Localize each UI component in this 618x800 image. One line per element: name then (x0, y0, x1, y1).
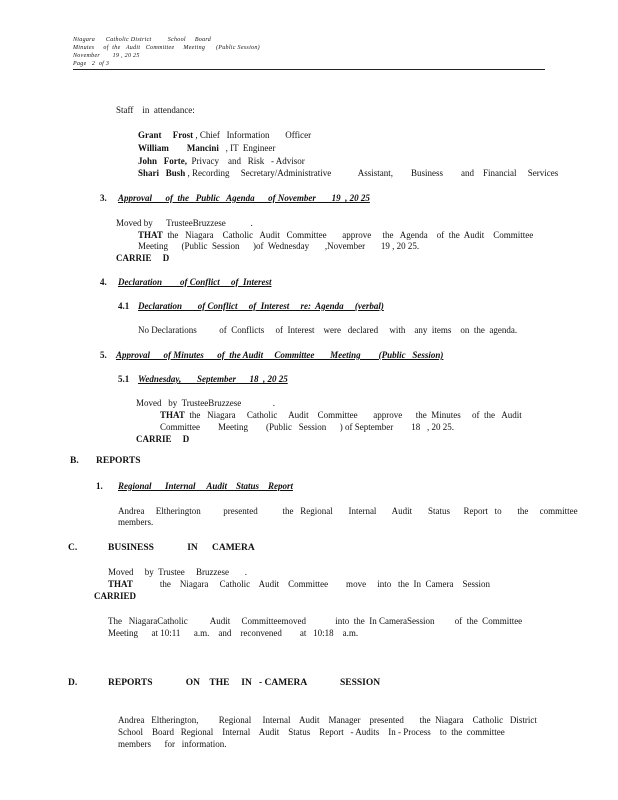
section-d-title: REPORTS ON THE IN - CAMERA SESSION (108, 678, 381, 688)
header-rule (73, 69, 545, 70)
item-5-moved-by: Moved by TrusteeBruzzese . (136, 398, 275, 408)
item-3-number: 3. (100, 193, 107, 203)
section-b-letter: B. (70, 456, 79, 466)
header-minutes-title: Minutes of the Audit Committee Meeting (Public Session) (73, 45, 260, 51)
staff-member (138, 156, 305, 167)
item-5-1-number: 5.1 (118, 374, 130, 384)
motion-text: the Niagara Catholic Audit Committee move into the In Camera Session (132, 579, 491, 589)
section-b-item-number: 1. (96, 481, 103, 491)
item-5-motion-cont: Committee Meeting (Public Session ) of September 18 , 20 25. (160, 422, 454, 432)
section-c-letter: C. (68, 543, 78, 553)
item-3-title: Approval of the Public Agenda of November 19 , 20 25 (118, 193, 370, 203)
staff-member (138, 143, 275, 154)
section-c-title: BUSINESS IN CAMERA (108, 543, 255, 553)
section-b-text: Andrea Eltherington presented the Regional Internal Audit Status Report to the committee (118, 506, 578, 516)
header-page-number: Page 2 of 3 (73, 61, 110, 67)
header-board-name: Niagara Catholic District School Board (73, 37, 212, 43)
staff-member (138, 168, 558, 179)
motion-text: the Niagara Catholic Audit Committee approve the Minutes of the Audit (184, 410, 522, 420)
section-c-moved-by: Moved by Trustee Bruzzese . (108, 567, 247, 577)
section-d-text: Andrea Eltherington, Regional Internal Audit Manager presented the Niagara Catholic District (118, 715, 537, 725)
staff-role: , Chief Information Officer (193, 130, 312, 140)
item-5-motion (160, 410, 522, 421)
item-5-title: Approval of Minutes of the Audit Committee Meeting (Public Session) (116, 350, 444, 360)
section-b-title: REPORTS (96, 456, 141, 466)
staff-heading: Staff in attendance: (116, 105, 195, 115)
item-5-carried: CARRIE D (136, 434, 190, 444)
item-5-1-title: Wednesday, September 18 , 20 25 (138, 374, 288, 384)
item-3-motion-cont: Meeting (Public Session )of Wednesday ,November 19 , 20 25. (138, 241, 420, 251)
staff-role: , Recording Secretary/Administrative Assistant, Business and Financial Services (185, 168, 559, 178)
section-c-carried: CARRIED (94, 591, 137, 601)
item-4-1-number: 4.1 (118, 301, 130, 311)
item-3-motion (138, 230, 533, 241)
staff-name: Grant Frost (138, 130, 194, 140)
section-b-item-title: Regional Internal Audit Status Report (118, 481, 293, 491)
item-3-carried: CARRIE D (116, 253, 170, 263)
section-c-motion (108, 579, 490, 590)
that-label: THAT (160, 410, 185, 420)
header-date: November 19 , 20 25 (73, 53, 140, 59)
staff-role: Privacy and Risk - Advisor (187, 156, 305, 166)
staff-name: John Forte, (138, 156, 187, 166)
item-5-number: 5. (100, 350, 107, 360)
item-4-title: Declaration of Conflict of Interest (118, 277, 272, 287)
staff-name: William Mancini (138, 143, 219, 153)
item-4-number: 4. (100, 277, 107, 287)
staff-name: Shari Bush (138, 168, 186, 178)
that-label: THAT (108, 579, 133, 589)
item-3-moved-by: Moved by TrusteeBruzzese . (116, 218, 253, 228)
section-c-text-cont: Meeting at 10:11 a.m. and reconvened at 10:18 a.m. (108, 628, 359, 638)
section-d-letter: D. (68, 678, 78, 688)
section-b-text-cont: members. (118, 517, 154, 527)
motion-text: the Niagara Catholic Audit Committee approve the Agenda of the Audit Committee (162, 230, 534, 240)
staff-role: , IT Engineer (218, 143, 276, 153)
item-4-1-title: Declaration of Conflict of Interest re: Agenda (verbal) (138, 301, 384, 311)
section-d-text-cont-2: members for information. (118, 739, 227, 749)
staff-member (138, 130, 311, 141)
that-label: THAT (138, 230, 163, 240)
section-c-text: The NiagaraCatholic Audit Committeemoved into the In CameraSession of the Committee (108, 616, 523, 626)
item-4-1-text: No Declarations of Conflicts of Interest were declared with any items on the agenda. (138, 325, 518, 335)
section-d-text-cont: School Board Regional Internal Audit Status Report - Audits In - Process to the committee (118, 727, 505, 737)
